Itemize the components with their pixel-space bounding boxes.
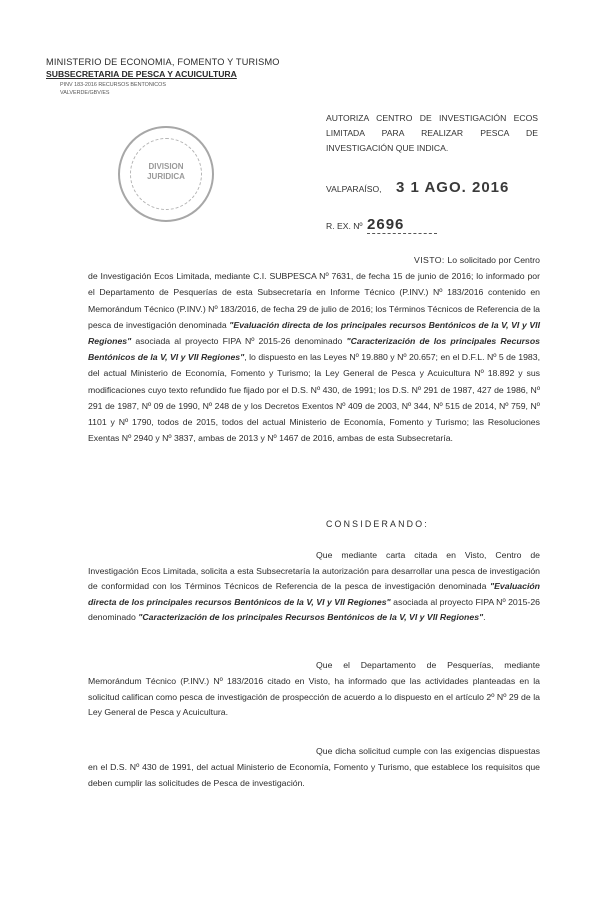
visto-text-3: , lo dispuesto en las Leyes Nº 19.880 y Nº 20.657; en el D.F.L. Nº 5 de 1983, del actual Ministerio de Economía, Fomento y Turismo; la Ley General de Pesca y Acuicultura Nº 18.892 y sus modificaciones cuyo texto refundido fue fijado por el D.S. Nº 430, de 1991; los D.S. Nº 291 de 1987, 427 de 1986, Nº 291 de 1987, Nº 09 de 1990, Nº 248 de y los Decretos Exentos Nº 409 de 2003, Nº 344, Nº 515 de 2014, Nº 759, Nº 1101 y Nº 1790, todos de 2015, todos del actual Ministerio de Economía, Fomento y Turismo; las Resoluciones Exentas Nº 2940 y Nº 3837, ambas de 2013 y Nº 1467 de 2016, ambas de esta Subsecretaría. — [88, 352, 541, 444]
stamp-line-1: DIVISION — [148, 162, 184, 171]
c1-text-2: asociada al proyecto FIPA Nº 2015-26 denominado — [88, 596, 540, 623]
letterhead — [46, 57, 286, 96]
rex-number: 2696 — [367, 216, 437, 234]
place: VALPARAÍSO, — [326, 184, 382, 194]
reference-line: PINV 183-2016 RECURSOS BENTONICOS — [60, 82, 166, 88]
stamp-line-2: JURIDICA — [147, 172, 185, 181]
visto-text-2: asociada al proyecto FIPA Nº 2015-26 denominado — [131, 336, 347, 347]
c1-project-title: "Evaluación directa de los principales recursos Bentónicos de la V, VI y VII Regiones" — [88, 581, 540, 607]
visto-fipa-title: "Caracterización de los principales Recursos Bentónicos de la V, VI y VII Regiones" — [88, 336, 540, 363]
subsecretaria-name: SUBSECRETARIA DE PESCA Y ACUICULTURA — [46, 69, 237, 79]
visto-project-title: "Evaluación directa de los principales recursos Bentónicos de la V, VI y VII Regiones" — [88, 319, 540, 347]
c1-text-1: Que mediante carta citada en Visto, Centro de Investigación Ecos Limitada, solicita a esta Subsecretaría la autorización para desarrollar una pesca de investigación de conformidad con los Términos Técnicos de Referencia de la pesca de investigación denominada — [88, 550, 540, 592]
resolution-title: AUTORIZA CENTRO DE INVESTIGACIÓN ECOS LIMITADA PARA REALIZAR PESCA DE INVESTIGACIÓN QUE INDICA. — [326, 113, 538, 153]
resolution-number — [326, 216, 437, 234]
considerando-heading: CONSIDERANDO: — [326, 519, 429, 529]
date-stamp: 3 1 AGO. 2016 — [396, 179, 510, 196]
c1-fipa-title: "Caracterización de los principales Recursos Bentónicos de la V, VI y VII Regiones" — [138, 612, 484, 623]
visto-text-1: Lo solicitado por Centro de Investigación Ecos Limitada, mediante C.I. SUBPESCA Nº 7631, de fecha 15 de junio de 2016; lo informado por el Departamento de Pesquerías de esta Subsecretaría en Informe Técnico (P.INV.) Nº 183/2016 contenido en Memorándum Técnico (P.INV.) Nº 183/2016, de fecha 29 de julio de 2016; los Términos Técnicos de Referencia de la pesca de investigación denominada — [88, 255, 540, 330]
initials-line: VALVERDE/GBV/ES — [60, 90, 110, 96]
considerando-paragraph-3: Que dicha solicitud cumple con las exigencias dispuestas en el D.S. Nº 430 de 1991, del actual Ministerio de Economía, Fomento y Turismo, que establece los requisitos que deben cumplir las solicitudes de Pesca de investigación. — [88, 746, 540, 788]
division-juridica-stamp — [118, 126, 214, 222]
rex-label: R. EX. Nº — [326, 221, 363, 231]
ministry-name: MINISTERIO DE ECONOMIA, FOMENTO Y TURISMO — [46, 57, 280, 67]
considerando-paragraph-2: Que el Departamento de Pesquerías, mediante Memorándum Técnico (P.INV.) Nº 183/2016 citado en Visto, ha informado que las actividades planteadas en la solicitud califican como pesca de investigación de prospección de acuerdo a lo dispuesto en el artículo 2º Nº 29 de la Ley General de Pesca y Acuicultura. — [88, 660, 540, 718]
c1-text-3: . — [483, 612, 486, 623]
place-and-date — [326, 179, 509, 197]
visto-paragraph — [88, 252, 540, 446]
considerando-paragraph-1 — [88, 548, 540, 626]
stamp-text — [120, 162, 212, 182]
visto-label: VISTO: — [414, 255, 445, 265]
